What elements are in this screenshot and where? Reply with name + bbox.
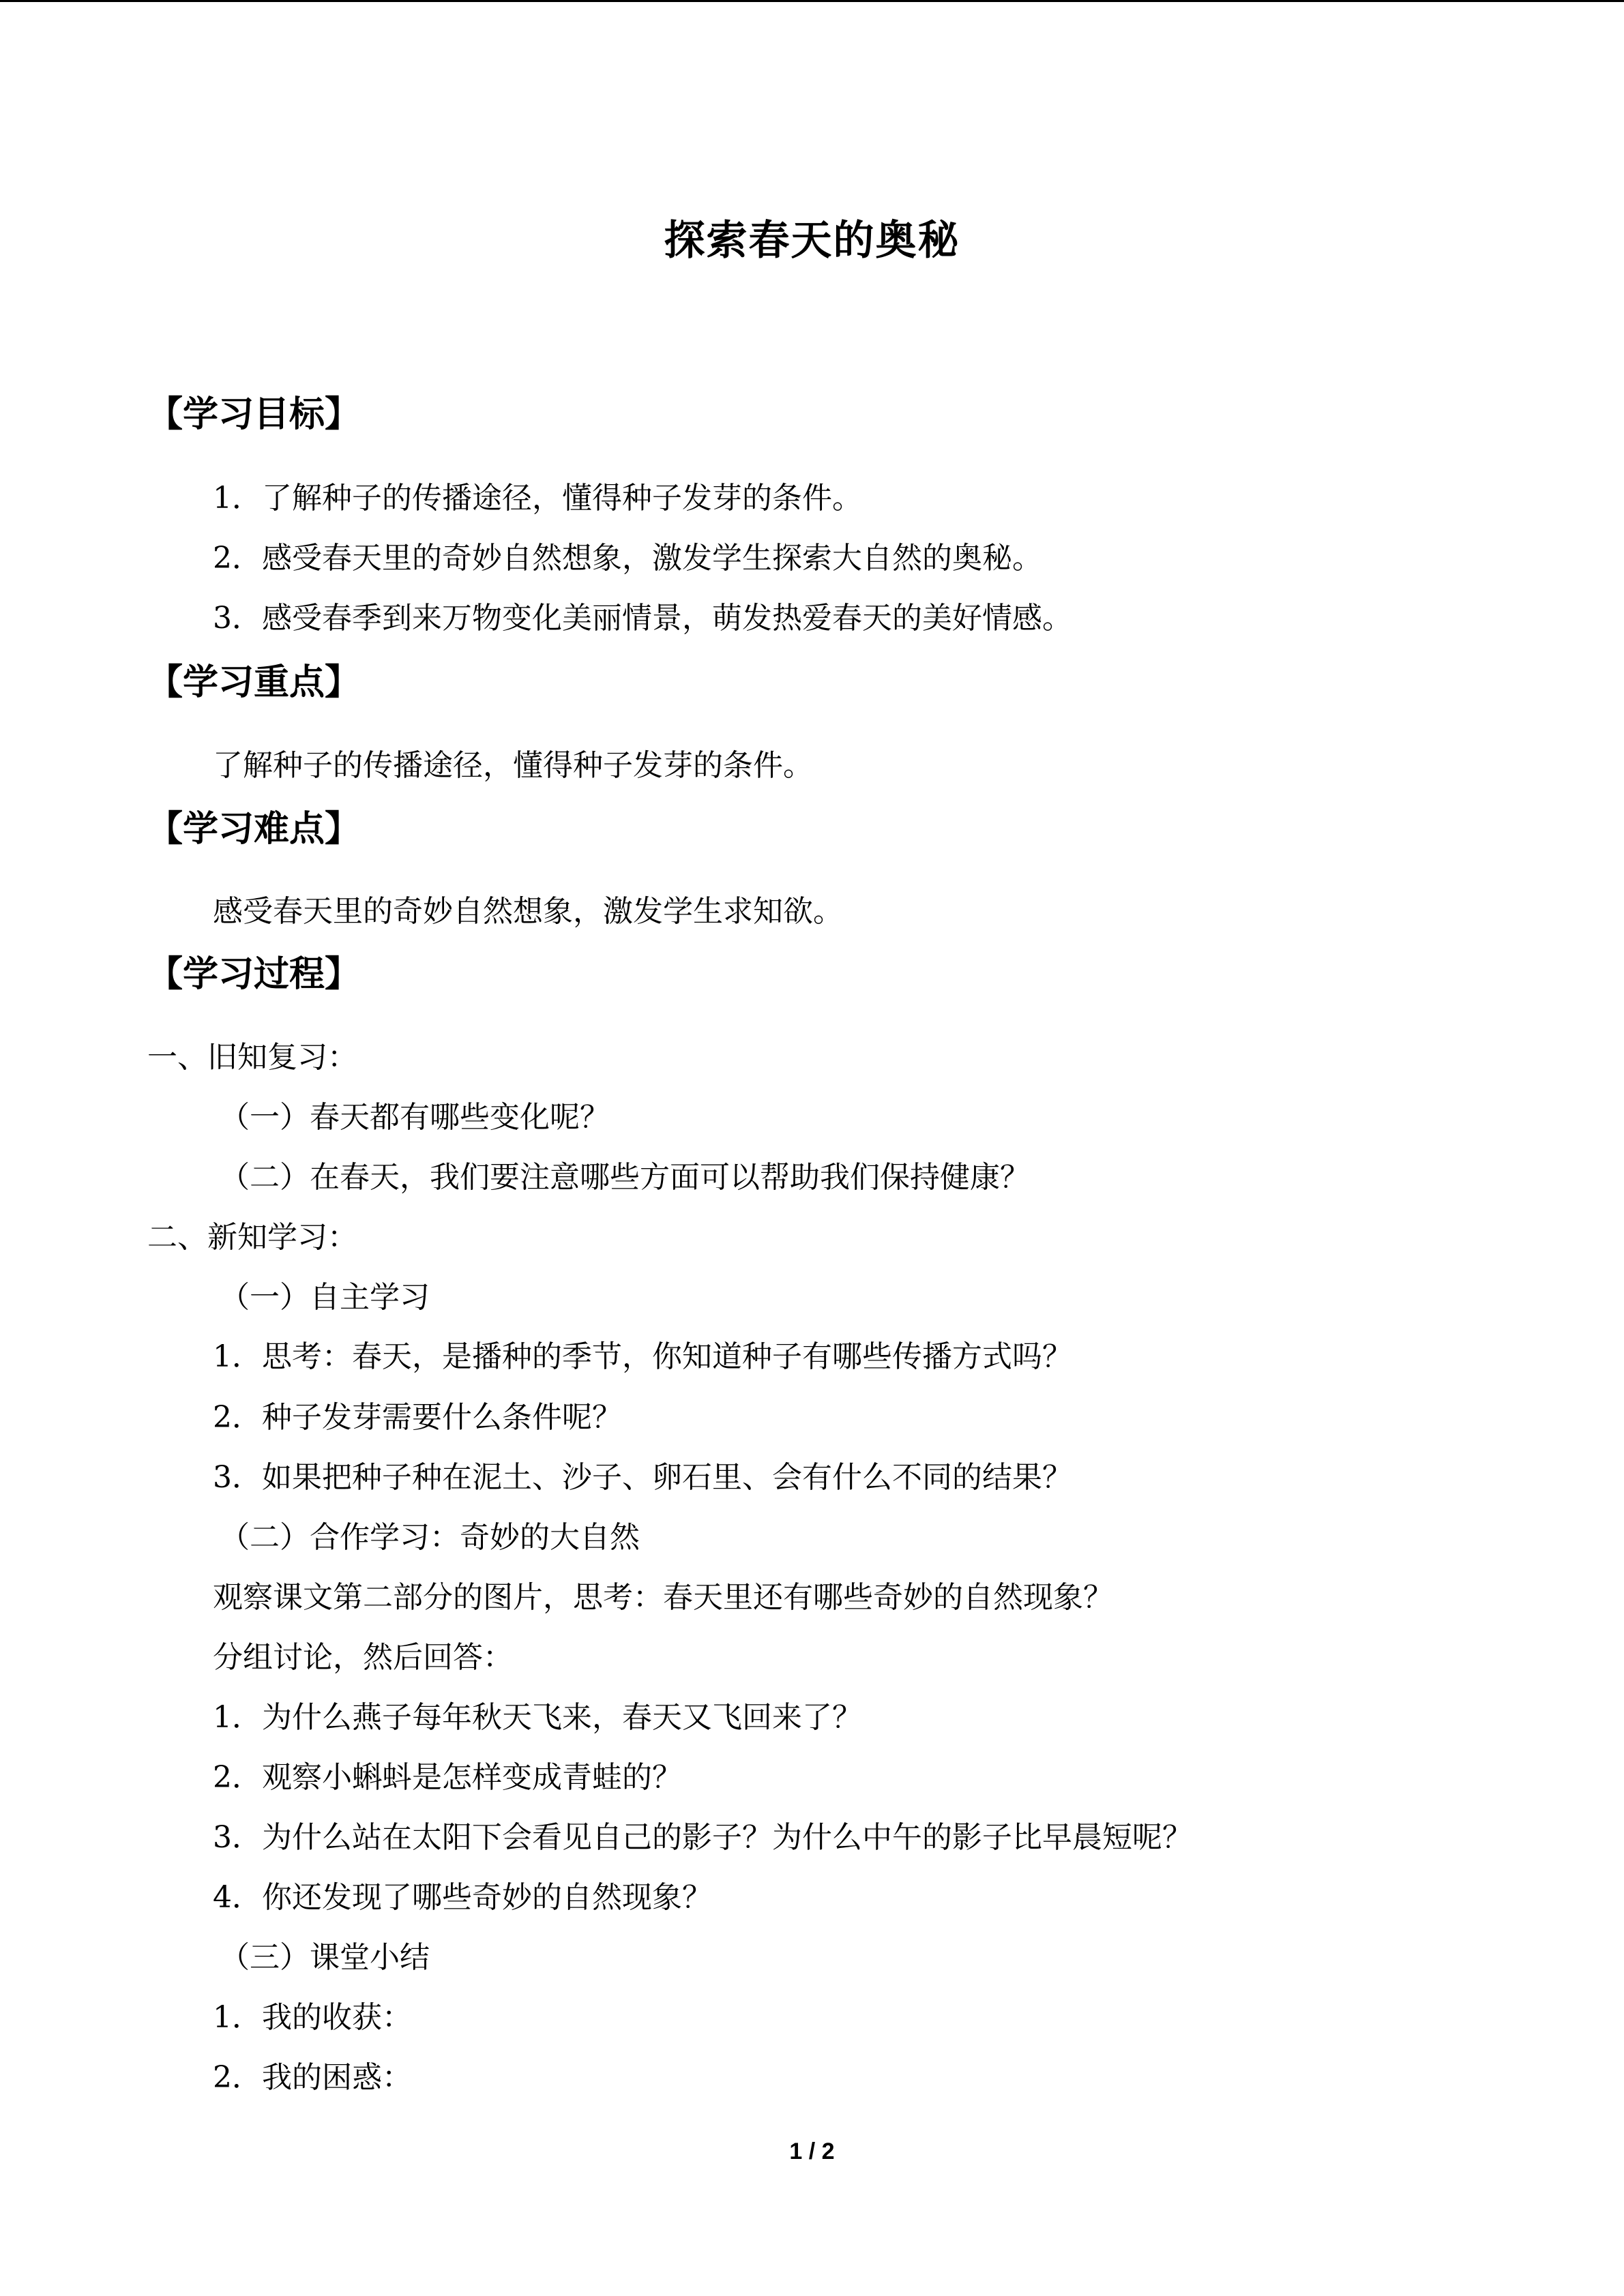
review-item: （二）在春天，我们要注意哪些方面可以帮助我们保持健康？ — [220, 1160, 1030, 1195]
goal-item: 2．感受春天里的奇妙自然想象，激发学生探索大自然的奥秘。 — [213, 541, 1042, 576]
key-points-text: 了解种子的传播途径，懂得种子发芽的条件。 — [213, 748, 813, 783]
heading-learning-goals: 【学习目标】 — [147, 394, 361, 435]
coop-item: 2．观察小蝌蚪是怎样变成青蛙的？ — [213, 1760, 682, 1795]
goal-item: 3．感受春季到来万物变化美丽情景，萌发热爱春天的美好情感。 — [213, 601, 1072, 636]
coop-discuss: 分组讨论，然后回答： — [213, 1640, 513, 1675]
document-title: 探索春天的奥秘 — [664, 217, 960, 265]
heading-key-points: 【学习重点】 — [147, 662, 361, 703]
summary-item: 1．我的收获： — [213, 2000, 412, 2035]
self-study-label: （一）自主学习 — [220, 1280, 430, 1315]
self-study-item: 2．种子发芽需要什么条件呢？ — [213, 1400, 622, 1435]
coop-item: 3．为什么站在太阳下会看见自己的影子？为什么中午的影子比早晨短呢？ — [213, 1820, 1192, 1855]
coop-label: （二）合作学习：奇妙的大自然 — [220, 1520, 640, 1555]
review-item: （一）春天都有哪些变化呢？ — [220, 1100, 610, 1135]
new-learning-label: 二、新知学习： — [147, 1220, 357, 1255]
coop-item: 1．为什么燕子每年秋天飞来，春天又飞回来了？ — [213, 1700, 862, 1735]
summary-label: （三）课堂小结 — [220, 1940, 430, 1975]
self-study-item: 1．思考：春天，是播种的季节，你知道种子有哪些传播方式吗？ — [213, 1339, 1072, 1374]
self-study-item: 3．如果把种子种在泥土、沙子、卵石里、会有什么不同的结果？ — [213, 1460, 1072, 1495]
review-label: 一、旧知复习： — [147, 1040, 357, 1075]
summary-item: 2．我的困惑： — [213, 2060, 412, 2095]
difficulties-text: 感受春天里的奇妙自然想象，激发学生求知欲。 — [213, 894, 843, 929]
page-number: 1 / 2 — [789, 2138, 835, 2164]
coop-intro: 观察课文第二部分的图片，思考：春天里还有哪些奇妙的自然现象？ — [213, 1580, 1113, 1615]
goal-item: 1．了解种子的传播途径，懂得种子发芽的条件。 — [213, 481, 862, 516]
heading-learning-process: 【学习过程】 — [147, 954, 361, 995]
heading-difficulties: 【学习难点】 — [147, 809, 361, 850]
coop-item: 4．你还发现了哪些奇妙的自然现象？ — [213, 1880, 712, 1915]
